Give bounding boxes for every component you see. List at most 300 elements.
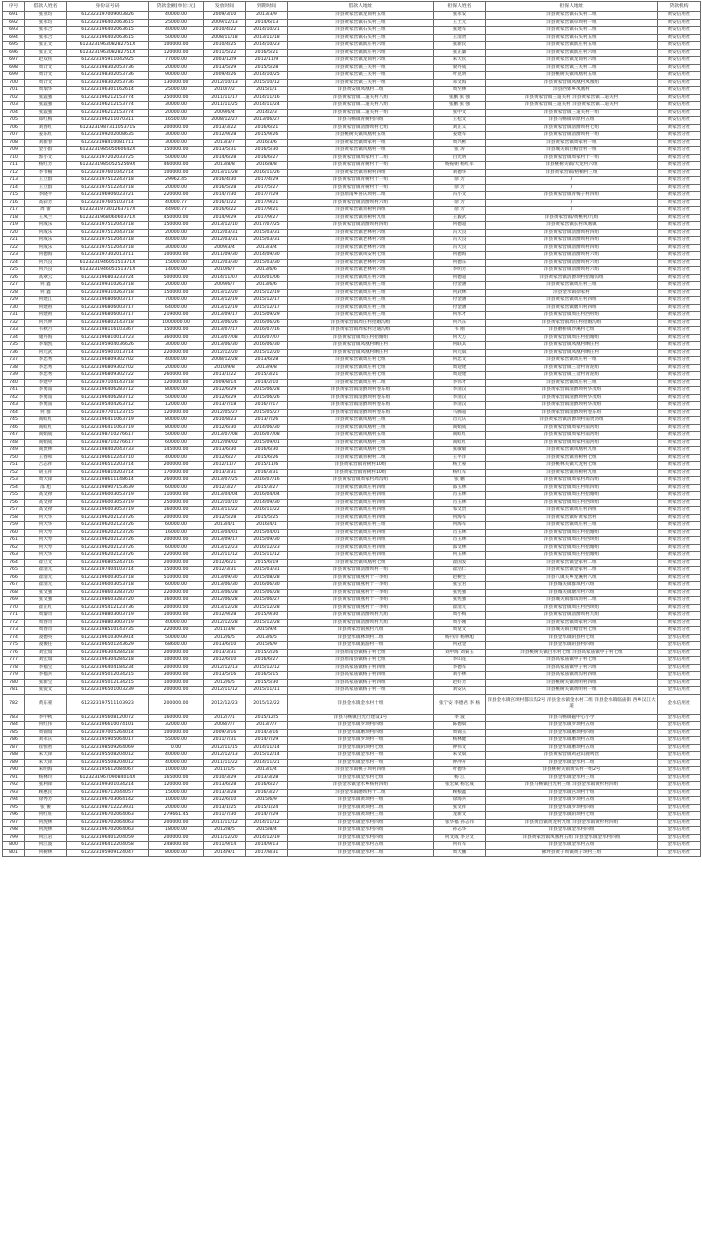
cell-seq: 760 — [3, 529, 25, 537]
cell-guarantor-address: 洋县黄家营镇金家村二组 — [486, 559, 658, 567]
cell-guarantor: 王毅武 — [434, 214, 486, 222]
cell-id-number: 612323196202123726 — [67, 537, 149, 545]
cell-guarantor: 徐 芳 — [434, 199, 486, 207]
cell-institution: 黄家营分社 — [658, 319, 701, 327]
cell-borrower-address: 洋县黄家营镇凤凰村七组 — [288, 447, 434, 455]
cell-seq: 764 — [3, 559, 25, 567]
cell-institution: 金水信用社 — [658, 797, 701, 805]
cell-guarantor-address: 洋县黄家营镇青树村九组 — [486, 469, 658, 477]
cell-due-date: 2015/11/6 — [246, 462, 288, 470]
cell-guarantor-address: 洋县黄家营镇凤凰村晒庄村 — [486, 349, 658, 357]
cell-due-date: 2015/6/19 — [246, 559, 288, 567]
cell-issue-date: 2012/6/21 — [204, 559, 246, 567]
cell-seq: 778 — [3, 664, 25, 672]
cell-amount: 460000.00 — [149, 162, 204, 170]
cell-id-number: 612323198302053736 — [67, 64, 149, 72]
cell-amount: 30000.00 — [149, 342, 204, 350]
cell-amount: 20000.00 — [149, 109, 204, 117]
table-row — [3, 462, 701, 470]
cell-amount: 90000.00 — [149, 72, 204, 80]
cell-guarantor-address: 洋县高家庙镇甲子村七组 — [486, 657, 658, 665]
cell-issue-date: 2013/6/28 — [204, 782, 246, 790]
cell-borrower-address: 洋县黄家营镇周庄村六组 — [288, 274, 434, 282]
cell-seq: 768 — [3, 589, 25, 597]
cell-borrower-address: 洋县黄家营镇周庄村七组 — [288, 364, 434, 372]
cell-guarantor-address: 洋县黄家营镇周家村南河组 — [486, 432, 658, 440]
cell-amount: 160000.00 — [149, 507, 204, 515]
cell-issue-date: 2012/12/13 — [204, 752, 246, 760]
table-row — [3, 192, 701, 200]
table-row — [3, 312, 701, 320]
cell-guarantor: 叶克明 — [434, 72, 486, 80]
cell-seq: 785 — [3, 729, 25, 737]
cell-id-number: 612323197512043718 — [67, 222, 149, 230]
cell-due-date: 2016/07/16 — [246, 327, 288, 335]
cell-guarantor-address: 洋县黄家营镇清爵坝村一组 — [486, 132, 658, 140]
cell-borrower-address: 洋县黄家营镇老林村六组 — [288, 267, 434, 275]
cell-id-number: 612323195904036626 — [67, 342, 149, 350]
cell-guarantor-address: 洋县金水镇宫坝村十组 — [486, 789, 658, 797]
table-row — [3, 387, 701, 395]
cell-amount: 55000.00 — [149, 737, 204, 745]
table-row — [3, 259, 701, 267]
cell-borrower: 刘永庆 — [25, 737, 67, 745]
cell-borrower: 韦秋月 — [25, 327, 67, 335]
cell-issue-date: 2010/4/25 — [204, 42, 246, 50]
cell-borrower-address: 洋县马畅镇白光行建设1号 — [288, 714, 434, 722]
cell-borrower: 张正文 — [25, 42, 67, 50]
cell-borrower-address: 洋县黄家营镇老林村六组 — [288, 259, 434, 267]
cell-amount: 110000.00 — [149, 492, 204, 500]
cell-guarantor: 徐 芳 — [434, 184, 486, 192]
cell-borrower: 张震强 — [25, 102, 67, 110]
cell-issue-date: 2012/09/02 — [204, 439, 246, 447]
cell-borrower: 何江岩 — [25, 834, 67, 842]
cell-guarantor-address: 洋县黄家营镇三道关村一组 — [486, 109, 658, 117]
cell-due-date: 2014/06/30 — [246, 424, 288, 432]
header-issue-date: 发放时间 — [204, 2, 246, 12]
cell-borrower: 王凤兰 — [25, 214, 67, 222]
cell-amount: 219000.00 — [149, 312, 204, 320]
table-row — [3, 439, 701, 447]
cell-id-number: 612323196809302722 — [67, 372, 149, 380]
cell-due-date: 2015/5/30 — [246, 679, 288, 687]
cell-issue-date: 2012/03/30 — [204, 259, 246, 267]
cell-id-number: 612323198509264069 — [67, 744, 149, 752]
cell-borrower: 周大锋 — [25, 477, 67, 485]
cell-due-date: 2014/09/30 — [246, 252, 288, 260]
cell-borrower: 赵双侠 — [25, 57, 67, 65]
cell-borrower: 何建祖 — [25, 312, 67, 320]
table-row — [3, 477, 701, 485]
cell-borrower-address: 洋县黄家营镇凤凰村晒庄村 — [288, 342, 434, 350]
cell-amount: 200000.00 — [149, 649, 204, 657]
cell-due-date: 2015/6/26 — [246, 454, 288, 462]
cell-borrower-address: 洋县黄家营镇清爵坝村卷东组 — [288, 409, 434, 417]
cell-institution: 黄安信用社 — [658, 102, 701, 110]
cell-borrower-address: 洋县黄家营镇新庄村六组 — [288, 49, 434, 57]
cell-id-number: 612323198803003719 — [67, 612, 149, 620]
cell-amount: 40000.00 — [149, 759, 204, 767]
cell-guarantor-address: 洋县黄家营镇周庄村招婚组 — [486, 552, 658, 560]
cell-due-date: 2015/03/31 — [246, 237, 288, 245]
cell-guarantor-address: 洋县城关镇塘川村六组 — [486, 589, 658, 597]
cell-guarantor: 何德超 — [434, 222, 486, 230]
cell-guarantor: 肖玉林 — [434, 537, 486, 545]
cell-seq: 731 — [3, 312, 25, 320]
cell-institution: 黄安信用社 — [658, 57, 701, 65]
table-row — [3, 169, 701, 177]
table-row — [3, 514, 701, 522]
cell-guarantor: 肖玉林 — [434, 492, 486, 500]
cell-seq: 708 — [3, 139, 25, 147]
cell-amount: 50000.00 — [149, 394, 204, 402]
cell-guarantor-address: 洋县黄家营镇石头村五组 — [486, 34, 658, 42]
cell-guarantor: 钟伟文 — [434, 744, 486, 752]
cell-id-number: 612323196709084014X — [67, 774, 149, 782]
cell-issue-date: 2012/6/10 — [204, 797, 246, 805]
cell-amount: 220000.00 — [149, 192, 204, 200]
cell-institution: 金水信用社 — [658, 842, 701, 850]
cell-seq: 792 — [3, 782, 25, 790]
cell-id-number: 612323197009003826 — [67, 12, 149, 20]
cell-borrower: 张亚均 — [25, 12, 67, 20]
cell-seq: 733 — [3, 327, 25, 335]
table-body — [3, 12, 701, 857]
cell-amount: 15000.00 — [149, 789, 204, 797]
cell-seq: 761 — [3, 537, 25, 545]
table-row — [3, 64, 701, 72]
cell-borrower: 郭小文 — [25, 154, 67, 162]
cell-seq: 796 — [3, 812, 25, 820]
cell-guarantor-address: 洋县黄家营镇周庄村招婚组 — [486, 529, 658, 537]
cell-seq: 730 — [3, 304, 25, 312]
cell-issue-date: 2011/11/22 — [204, 759, 246, 767]
cell-issue-date: 2011/11/17 — [204, 94, 246, 102]
cell-seq: 777 — [3, 657, 25, 665]
cell-borrower-address: 洋县黄家营镇燕村十一李组 — [288, 604, 434, 612]
cell-issue-date: 2012/12/13 — [204, 664, 246, 672]
table-row — [3, 27, 701, 35]
cell-id-number: 612323198712223931 — [67, 804, 149, 812]
cell-institution: 金水信用社 — [658, 789, 701, 797]
cell-borrower: 周 蕾 — [25, 207, 67, 215]
cell-borrower-address: 洋县黄家营镇燕村十一李组 — [288, 582, 434, 590]
table-row — [3, 499, 701, 507]
cell-guarantor-address: 洋县黄家营镇清爵坝村六组 — [486, 252, 658, 260]
cell-institution: 黄家营分社 — [658, 499, 701, 507]
cell-borrower-address: 洋县金水镇磨坝村四组 — [288, 729, 434, 737]
cell-amount: 200000.00 — [149, 124, 204, 132]
cell-seq: 757 — [3, 507, 25, 515]
cell-borrower: 王春和 — [25, 454, 67, 462]
cell-issue-date: 2013/06/30 — [204, 582, 246, 590]
cell-borrower: 周瑞华 — [25, 87, 67, 95]
cell-guarantor-address: 洋县黄家营镇清爵坝村四组 — [486, 244, 658, 252]
cell-guarantor: 张文祥 — [434, 804, 486, 812]
cell-guarantor-address: 洋县黄家营镇周庄村三组 — [486, 379, 658, 387]
cell-seq: 740 — [3, 379, 25, 387]
cell-amount: 248000.00 — [149, 842, 204, 850]
cell-seq: 691 — [3, 12, 25, 20]
cell-institution: 黄安信用社 — [658, 117, 701, 125]
cell-issue-date: 2013/3/31 — [204, 469, 246, 477]
cell-institution: 黄家营分社 — [658, 237, 701, 245]
cell-borrower-address: 洋县金水镇黄坝村一组 — [288, 797, 434, 805]
cell-guarantor-address: 洋县桃树关镇凤凰村五组 — [486, 72, 658, 80]
cell-due-date: 2015/6/9 — [246, 642, 288, 650]
table-row — [3, 484, 701, 492]
cell-guarantor: 周小梅 — [434, 612, 486, 620]
cell-seq: 693 — [3, 27, 25, 35]
cell-issue-date: 2013/1/22 — [204, 372, 246, 380]
cell-borrower-address: 洋县黄家营镇周家村周沟组 — [288, 477, 434, 485]
cell-seq: 695 — [3, 42, 25, 50]
cell-issue-date: 2009/3/4 — [204, 244, 246, 252]
cell-issue-date: 2013/12/19 — [204, 297, 246, 305]
cell-seq: 707 — [3, 132, 25, 140]
cell-issue-date: 2013/4/1 — [204, 522, 246, 530]
cell-borrower: 何大华 — [25, 514, 67, 522]
cell-due-date: 2016/12/23 — [246, 544, 288, 552]
cell-issue-date: 2014/9/29 — [204, 214, 246, 222]
cell-borrower-address: 洋县黄家营镇三关村一组 — [288, 79, 434, 87]
cell-amount: 220000.00 — [149, 552, 204, 560]
cell-borrower: 何 鑫 — [25, 289, 67, 297]
cell-seq: 770 — [3, 604, 25, 612]
cell-amount: 200000.00 — [149, 537, 204, 545]
cell-borrower: 李忠秀 — [25, 372, 67, 380]
cell-due-date: 2015/12/12 — [246, 664, 288, 672]
cell-issue-date: 2009/12/13 — [204, 19, 246, 27]
cell-guarantor-address: 洋县高家庙镇黄沟村四组 — [486, 672, 658, 680]
table-row — [3, 687, 701, 695]
cell-guarantor-address: 洋县金水镇罗坝村五组 — [486, 797, 658, 805]
cell-amount: 16500.00 — [149, 117, 204, 125]
cell-issue-date: 2013/06/26 — [204, 319, 246, 327]
table-row — [3, 319, 701, 327]
cell-due-date: 2014/12/19 — [246, 834, 288, 842]
cell-borrower-address: 洋县金水镇金水村七组 — [288, 774, 434, 782]
cell-amount: 64000.00 — [149, 304, 204, 312]
cell-seq: 739 — [3, 372, 25, 380]
cell-amount: 200000.00 — [149, 694, 204, 714]
cell-id-number: 612323196003053718 — [67, 574, 149, 582]
cell-issue-date: 2013/07/08 — [204, 432, 246, 440]
cell-borrower-address: 洋县黄家营镇凤安村七组 — [288, 252, 434, 260]
table-row — [3, 79, 701, 87]
cell-issue-date: 2012/11/12 — [204, 687, 246, 695]
cell-issue-date: 2009/6/7 — [204, 282, 246, 290]
table-row — [3, 842, 701, 850]
cell-due-date: 2015/11/11 — [246, 687, 288, 695]
cell-id-number: 612323197404103714 — [67, 567, 149, 575]
cell-seq: 738 — [3, 364, 25, 372]
cell-issue-date: 2013/5/31 — [204, 147, 246, 155]
cell-borrower: 周春奇 — [25, 619, 67, 627]
cell-borrower: 翟清元 — [25, 567, 67, 575]
table-row — [3, 752, 701, 760]
cell-borrower: 凌俊任 — [25, 642, 67, 650]
table-row — [3, 759, 701, 767]
table-row — [3, 782, 701, 790]
cell-borrower: 李勇南 — [25, 387, 67, 395]
cell-due-date: 2016/06/30 — [246, 342, 288, 350]
header-institution: 贷款机构 — [658, 2, 701, 12]
cell-amount: 500000.00 — [149, 274, 204, 282]
cell-amount: 200000.00 — [149, 834, 204, 842]
cell-amount: 100000.00 — [149, 729, 204, 737]
cell-guarantor-address: 洋县黄家营镇周家村周沟组 — [486, 477, 658, 485]
cell-institution: 金水信用社 — [658, 744, 701, 752]
cell-institution: 黄家营分社 — [658, 544, 701, 552]
cell-seq: 734 — [3, 334, 25, 342]
cell-guarantor-address: 洋县黄家营镇周家村南河组 — [486, 424, 658, 432]
cell-issue-date: 2009/3/16 — [204, 729, 246, 737]
cell-id-number: 612323197202033725 — [67, 154, 149, 162]
cell-borrower-address: 洋县金水镇罗坝村四组 — [288, 722, 434, 730]
cell-borrower: 李爷楠 — [25, 169, 67, 177]
cell-borrower-address: 洋县黄家营镇青树村十一组 — [288, 162, 434, 170]
cell-amount: 20000.00 — [149, 364, 204, 372]
cell-borrower: 何大琴 — [25, 544, 67, 552]
cell-borrower: 高翠云 — [25, 274, 67, 282]
cell-guarantor: 周锦玉 — [434, 729, 486, 737]
table-row — [3, 714, 701, 722]
cell-borrower-address: 洋县金水镇金水村十组 — [288, 694, 434, 714]
cell-due-date: 2015/9/30 — [246, 612, 288, 620]
cell-guarantor: 付金涵 — [434, 304, 486, 312]
cell-amount: 30000.00 — [149, 132, 204, 140]
cell-seq: 736 — [3, 349, 25, 357]
cell-borrower-address: 洋县黄家营镇周庄村四组 — [288, 537, 434, 545]
table-row — [3, 267, 701, 275]
cell-borrower: 何兴良 — [25, 267, 67, 275]
cell-borrower-address: 洋县黄家营镇周庄村四组 — [288, 544, 434, 552]
cell-id-number: 612323195012034215 — [67, 672, 149, 680]
cell-seq: 780 — [3, 679, 25, 687]
cell-amount: 50000.00 — [149, 154, 204, 162]
cell-borrower-address: 洋县金水镇金水村四组 — [288, 819, 434, 827]
cell-borrower-address: 洋县黄家营镇三关村一组 — [288, 72, 434, 80]
cell-seq: 791 — [3, 774, 25, 782]
cell-amount: 100000.00 — [149, 252, 204, 260]
cell-institution: 金水信用社 — [658, 767, 701, 775]
cell-guarantor-address: 洋县黄家营镇周庄村西坝组 — [486, 604, 658, 612]
table-row — [3, 214, 701, 222]
cell-borrower-address: 洋县马畅镇青树村四组 — [288, 117, 434, 125]
cell-amount: 12000.00 — [149, 402, 204, 410]
cell-borrower-address: 洋县金水镇桃子坝村四组 — [288, 767, 434, 775]
cell-seq: 759 — [3, 522, 25, 530]
cell-issue-date: 2014/11/07 — [204, 274, 246, 282]
cell-borrower: 周秦奇 — [25, 612, 67, 620]
cell-id-number: 612323198402043733 — [67, 447, 149, 455]
cell-amount: 100000.00 — [149, 42, 204, 50]
cell-due-date: 2017/9/21 — [246, 199, 288, 207]
cell-institution: 黄家营分社 — [658, 619, 701, 627]
cell-borrower-address: 洋县黄家营镇周庄村七组 — [288, 372, 434, 380]
cell-borrower-address: 洋县金水镇林坝村二组 — [288, 634, 434, 642]
cell-guarantor-address: 洋县黄家营镇石头村二组 — [486, 27, 658, 35]
cell-institution: 黄家营分社 — [658, 462, 701, 470]
cell-borrower-address: 洋县黄家营镇周庄村三组 — [288, 282, 434, 290]
cell-id-number: 612323196304284218 — [67, 649, 149, 657]
cell-id-number: 612323196406283712 — [67, 394, 149, 402]
cell-seq: 728 — [3, 289, 25, 297]
cell-guarantor-address: 洋县黄家营镇/梧桐村三组 — [486, 169, 658, 177]
cell-guarantor: 赵好芳 — [434, 679, 486, 687]
cell-id-number: 612323196810013723 — [67, 334, 149, 342]
cell-guarantor: 徐海兵 — [434, 797, 486, 805]
cell-due-date: 2016/3/27 — [246, 789, 288, 797]
cell-due-date: 2015/5/28 — [246, 64, 288, 72]
cell-guarantor: 赵树生 — [434, 574, 486, 582]
cell-guarantor-address: 洋县金水镇磨坝村五组 — [486, 744, 658, 752]
cell-guarantor-address: 洋县黄家营镇周家村一组 — [486, 139, 658, 147]
cell-due-date: 2015/12/17 — [246, 297, 288, 305]
cell-id-number: 612323197005264014 — [67, 729, 149, 737]
cell-id-number: 612323196401204059 — [67, 834, 149, 842]
cell-amount: 150000.00 — [149, 289, 204, 297]
cell-borrower-address: 洋县黄家营镇清爵坝村卷东组 — [288, 387, 434, 395]
cell-issue-date: 2010/8/23 — [204, 417, 246, 425]
cell-institution: 黄家营分社 — [658, 447, 701, 455]
cell-seq: 732 — [3, 319, 25, 327]
cell-due-date: 2015/12/5 — [246, 714, 288, 722]
cell-amount: 60000.00 — [149, 544, 204, 552]
cell-seq: 702 — [3, 94, 25, 102]
cell-due-date: 2015/09/29 — [246, 312, 288, 320]
cell-guarantor: 徐 芳 — [434, 207, 486, 215]
cell-borrower: 商虹红 — [25, 417, 67, 425]
cell-id-number: 612323196003053719 — [67, 499, 149, 507]
cell-seq: 699 — [3, 72, 25, 80]
cell-id-number: 612323196809302702 — [67, 364, 149, 372]
cell-institution: 黄家营分社 — [658, 597, 701, 605]
cell-guarantor: 周迎建 — [434, 364, 486, 372]
cell-institution: 黄家营分社 — [658, 582, 701, 590]
cell-issue-date: 2012/7/1 — [204, 714, 246, 722]
cell-issue-date: 2016/6/22 — [204, 207, 246, 215]
cell-due-date: 2015/12/22 — [246, 694, 288, 714]
cell-amount: 120000.00 — [149, 782, 204, 790]
table-row — [3, 744, 701, 752]
cell-issue-date: 2013/07/25 — [204, 477, 246, 485]
cell-seq: 788 — [3, 752, 25, 760]
cell-guarantor-address: 洋县黄家营镇周庄村招婚组 — [486, 334, 658, 342]
cell-seq: 753 — [3, 477, 25, 485]
cell-guarantor: 何兴东 — [434, 319, 486, 327]
cell-guarantor: 商虹红 — [434, 439, 486, 447]
cell-guarantor: 肖元庆 — [434, 417, 486, 425]
cell-id-number: 612323197512043718 — [67, 244, 149, 252]
cell-amount: 25000.00 — [149, 87, 204, 95]
cell-due-date: 2015/2/26 — [246, 649, 288, 657]
cell-due-date: 2014/09/30 — [246, 499, 288, 507]
cell-guarantor: 付金涵 — [434, 282, 486, 290]
table-row — [3, 57, 701, 65]
cell-amount: 150000.00 — [149, 147, 204, 155]
cell-id-number: 612323196806003717 — [67, 297, 149, 305]
table-row — [3, 282, 701, 290]
cell-borrower: 何大华 — [25, 552, 67, 560]
cell-guarantor-address: 洋县金水镇金水村五组 — [486, 842, 658, 850]
cell-issue-date: 2014/6/28 — [204, 154, 246, 162]
cell-seq: 775 — [3, 642, 25, 650]
cell-borrower: 胡玉祥 — [25, 469, 67, 477]
cell-seq: 800 — [3, 842, 25, 850]
